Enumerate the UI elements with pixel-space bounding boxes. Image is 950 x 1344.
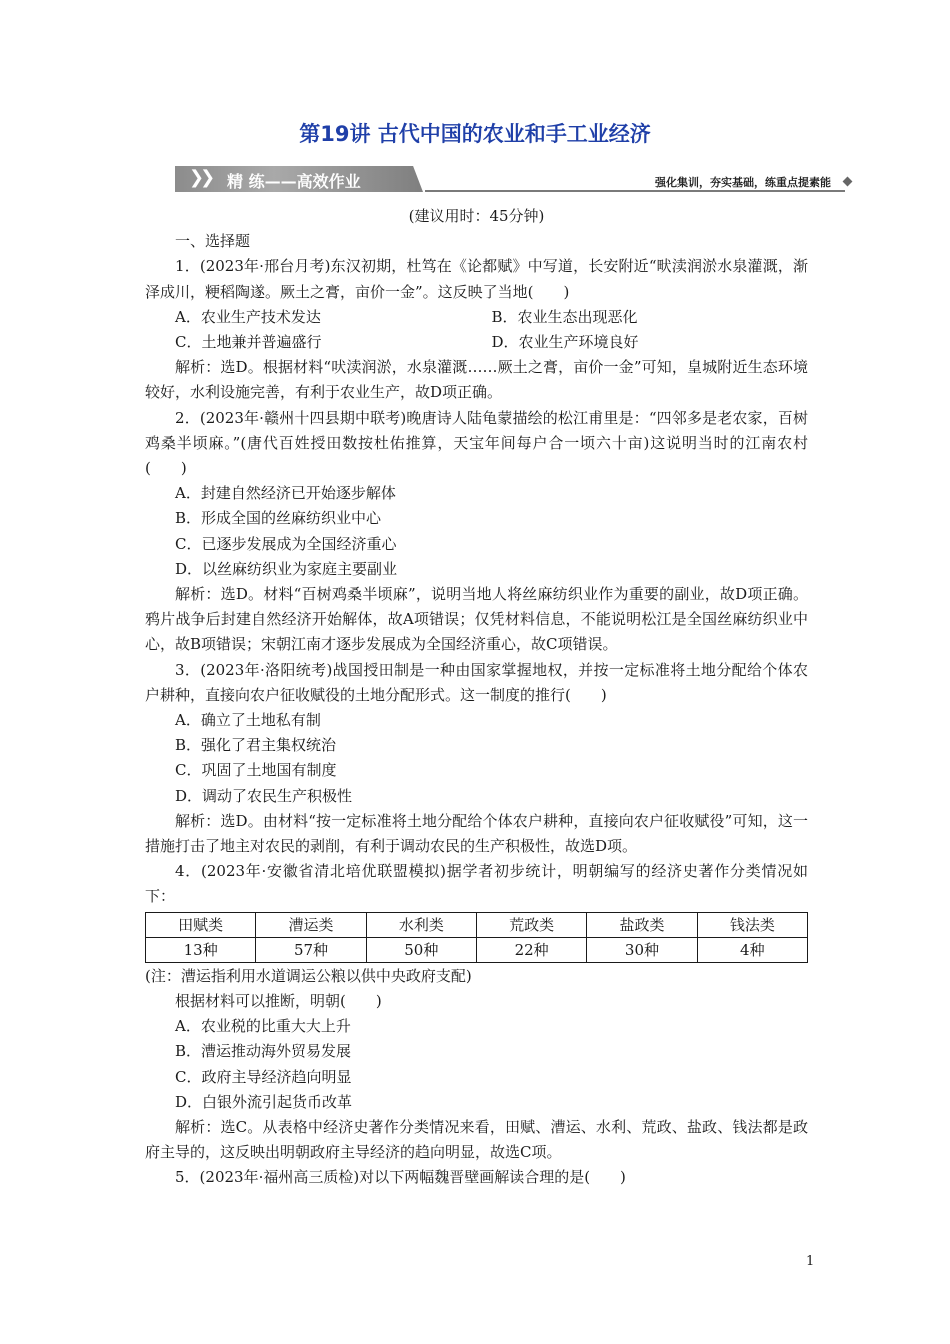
table-note: (注：漕运指利用水道调运公粮以供中央政府支配) bbox=[145, 966, 472, 985]
question-2-stem: 2．(2023年·赣州十四县期中联考)晚唐诗人陆龟蒙描绘的松江甫里是：“四邻多是老农家，百树鸡桑半顷麻。”(唐代百姓授田数按杜佑推算，天宝年间每户合一顷六十亩)这说明当时的江南农村( ) bbox=[145, 408, 808, 478]
diamond-icon bbox=[843, 177, 853, 187]
question-1-stem: 1．(2023年·邢台月考)东汉初期，杜笃在《论都赋》中写道，长安附近“畎渎润淤水泉灌溉，渐泽成川，粳稻陶遂。厥土之膏，亩价一金”。这反映了当地( ) bbox=[145, 257, 808, 301]
question-2-analysis: 解析：选D。材料“百树鸡桑半顷麻”，说明当地人将丝麻纺织业作为重要的副业，故D项正确。鸦片战争后封建自然经济开始解体，故A项错误；仅凭材料信息，不能说明松江是全国丝麻纺织业中心，故B项错误；宋朝江南才逐步发展成为全国经济重心，故C项错误。 bbox=[145, 585, 808, 654]
option-a: A．农业税的比重大大上升 bbox=[175, 1017, 351, 1036]
question-1-options-row-1 bbox=[145, 305, 808, 330]
question-4-question: 根据材料可以推断，明朝( ) bbox=[175, 991, 382, 1010]
question-4-stem: 4．(2023年·安徽省清北培优联盟模拟)据学者初步统计，明朝编写的经济史著作分类情况如下： bbox=[145, 862, 808, 906]
question-3-stem: 3．(2023年·洛阳统考)战国授田制是一种由国家掌握地权，并按一定标准将土地分配给个体农户耕种，直接向农户征收赋役的土地分配形式。这一制度的推行( ) bbox=[145, 660, 808, 704]
question-1-options-row-2 bbox=[145, 330, 808, 355]
table-cell: 22种 bbox=[476, 937, 586, 962]
table-header-cell: 田赋类 bbox=[146, 912, 256, 937]
question-1-analysis: 解析：选D。根据材料“吠渎润淤，水泉灌溉……厥土之膏，亩价一金”可知，皇城附近生态环境较好，水利设施完善，有利于农业生产，故D项正确。 bbox=[145, 358, 808, 402]
option-b: B．农业生态出现恶化 bbox=[491, 307, 638, 326]
section-heading: 一、选择题 bbox=[175, 232, 251, 251]
table-header-cell: 荒政类 bbox=[476, 912, 586, 937]
table-header-cell: 漕运类 bbox=[256, 912, 366, 937]
option-a: A．封建自然经济已开始逐步解体 bbox=[175, 484, 396, 503]
banner-divider bbox=[425, 190, 845, 192]
table-cell: 13种 bbox=[146, 937, 256, 962]
page-number: 1 bbox=[806, 1254, 815, 1269]
question-4-analysis: 解析：选C。从表格中经济史著作分类情况来看，田赋、漕运、水利、荒政、盐政、钱法都是政府主导的，这反映出明朝政府主导经济的趋向明显，故选C项。 bbox=[145, 1117, 808, 1162]
table-header-row bbox=[146, 912, 808, 937]
option-c: C．土地兼并普遍盛行 bbox=[175, 333, 322, 352]
double-chevron-icon: ❯❯ bbox=[189, 167, 212, 188]
option-d: D．白银外流引起货币改革 bbox=[175, 1092, 353, 1111]
option-c: C．政府主导经济趋向明显 bbox=[175, 1067, 352, 1086]
table-cell: 4种 bbox=[697, 937, 807, 962]
option-b: B．漕运推动海外贸易发展 bbox=[175, 1042, 352, 1061]
question-5-stem: 5．(2023年·福州高三质检)对以下两幅魏晋壁画解读合理的是( ) bbox=[175, 1168, 626, 1187]
table-cell: 50种 bbox=[366, 937, 476, 962]
option-a: A．确立了土地私有制 bbox=[175, 711, 321, 730]
section-banner bbox=[175, 160, 855, 196]
option-d: D．调动了农民生产积极性 bbox=[175, 786, 353, 805]
page-title: 第19讲 古代中国的农业和手工业经济 bbox=[299, 122, 651, 146]
table-header-cell: 钱法类 bbox=[697, 912, 807, 937]
time-note: (建议用时：45分钟) bbox=[408, 207, 545, 225]
question-3-analysis: 解析：选D。由材料“按一定标准将土地分配给个体农户耕种，直接向农户征收赋役”可知，这一措施打击了地主对农民的剥削，有利于调动农民的生产积极性，故选D项。 bbox=[145, 811, 808, 856]
classification-table bbox=[145, 912, 808, 963]
banner-slogan: 强化集训，夯实基础，练重点提素能 bbox=[655, 176, 831, 189]
banner-label: 精 练——高效作业 bbox=[227, 172, 361, 191]
document-body bbox=[145, 204, 808, 1191]
table-row bbox=[146, 937, 808, 962]
table-header-cell: 水利类 bbox=[366, 912, 476, 937]
table-header-cell: 盐政类 bbox=[587, 912, 697, 937]
option-b: B．形成全国的丝麻纺织业中心 bbox=[175, 509, 382, 528]
table-cell: 57种 bbox=[256, 937, 366, 962]
option-b: B．强化了君主集权统治 bbox=[175, 736, 337, 755]
option-c: C．已逐步发展成为全国经济重心 bbox=[175, 534, 397, 553]
option-d: D．农业生产环境良好 bbox=[491, 333, 639, 352]
option-d: D．以丝麻纺织业为家庭主要副业 bbox=[175, 559, 398, 578]
table-cell: 30种 bbox=[587, 937, 697, 962]
option-c: C．巩固了土地国有制度 bbox=[175, 761, 337, 780]
option-a: A．农业生产技术发达 bbox=[175, 307, 321, 326]
